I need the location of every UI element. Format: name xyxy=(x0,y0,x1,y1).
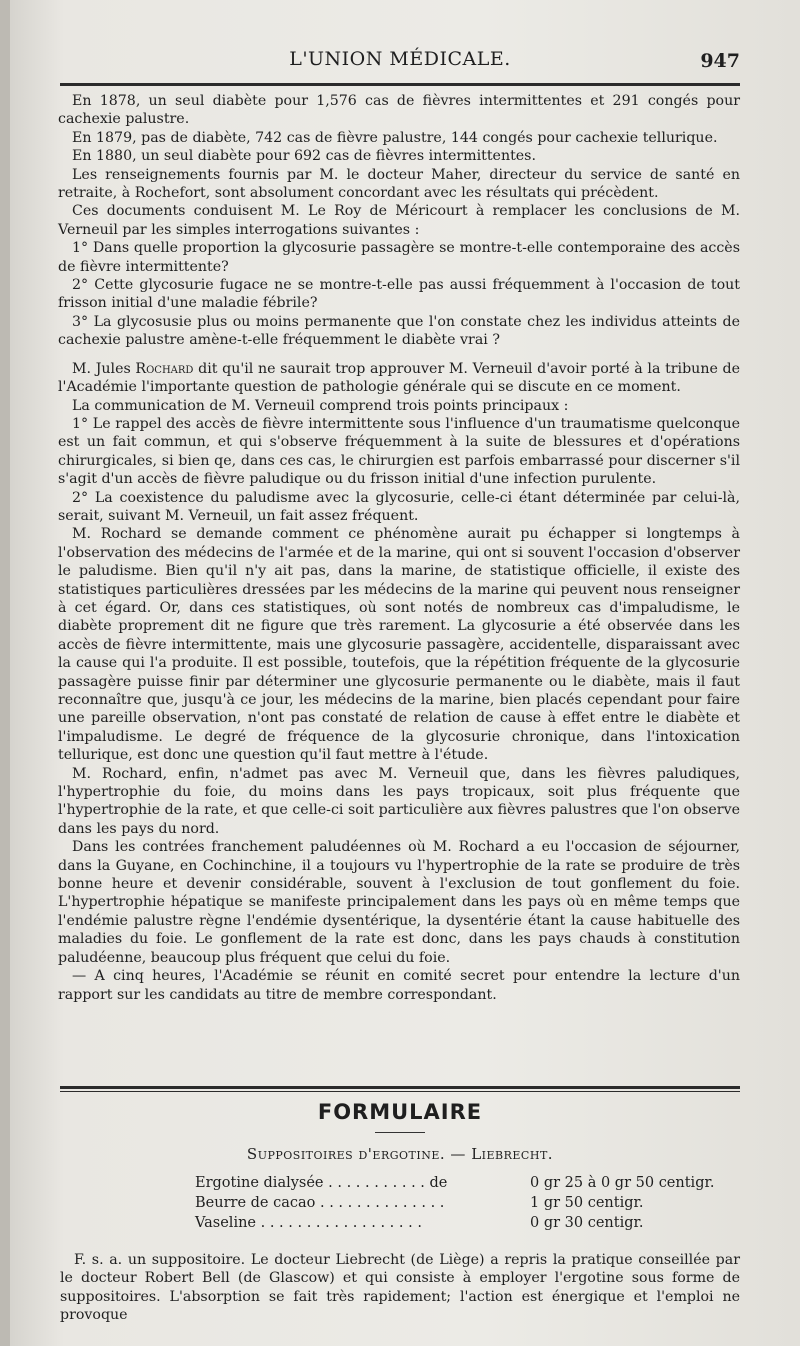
ingredient-quantity: 0 gr 25 à 0 gr 50 centigr. xyxy=(530,1175,715,1191)
text-run: M. Jules xyxy=(72,360,136,377)
paragraph: F. s. a. un suppositoire. Le docteur Liebrecht (de Liège) a repris la pratique conseillée par le docteur Robert Bell (de Glascow) et qui consiste à employer l'ergotine sous forme de suppositoires. L'absorption se fait très rapidement; l'action est énergique et l'emploi ne provoque xyxy=(60,1252,740,1324)
ingredient-quantity: 0 gr 30 centigr. xyxy=(530,1215,644,1231)
recipe-text xyxy=(60,1251,740,1325)
ingredient-quantity: 1 gr 50 centigr. xyxy=(530,1195,644,1211)
ingredient-name: Ergotine dialysée . . . . . . . . . . . de xyxy=(195,1175,448,1191)
ingredient-list xyxy=(195,1173,740,1233)
paragraph: En 1880, un seul diabète pour 692 cas de fièvres intermittentes. xyxy=(72,148,536,165)
running-title: L'UNION MÉDICALE. xyxy=(289,48,511,70)
section-double-rule-top xyxy=(60,1086,740,1089)
ingredient-name: Vaseline . . . . . . . . . . . . . . . . . . xyxy=(195,1215,422,1231)
header-rule xyxy=(60,83,740,86)
formulaire-section xyxy=(60,1100,740,1325)
paragraph: M. Rochard, enfin, n'admet pas avec M. Verneuil que, dans les fièvres paludiques, l'hypertrophie du foie, du moins dans les pays tropicaux, soit plus fréquente que l'hypertrophie de la rate, et que celle-ci soit particulière aux fièvres palustres que l'on observe dans les pays du nord. xyxy=(58,765,740,837)
page-binding-edge xyxy=(0,0,10,1346)
recipe-subtitle xyxy=(60,1145,740,1163)
paragraph: En 1878, un seul diabète pour 1,576 cas de fièvres intermittentes et 291 congés pour cachexie palustre. xyxy=(58,93,740,128)
paragraph: — A cinq heures, l'Académie se réunit en comité secret pour entendre la lecture d'un rapport sur les candidats au titre de membre correspondant. xyxy=(58,968,740,1003)
section-double-rule-bottom xyxy=(60,1091,740,1092)
paragraph: La communication de M. Verneuil comprend trois points principaux : xyxy=(72,397,569,414)
paragraph: 3° La glycosusie plus ou moins permanente que l'on constate chez les individus atteints de cachexie palustre amène-t-elle fréquemment le diabète vrai ? xyxy=(58,313,740,349)
paragraph: M. Rochard se demande comment ce phénomène aurait pu échapper si longtemps à l'observation des médecins de l'armée et de la marine, qui ont si souvent l'occasion d'observer le paludisme. Bien qu'il n'y ait pas, dans la marine, de statistique officielle, il existe des statistiques particulières dressées par les médecins de la marine qui peuvent nous renseigner à cet égard. Or, dans ces statistiques, où sont notés de nombreux cas d'impaludisme, le diabète proprement dit ne figure que très rarement. La glycosurie a été observée dans les accès de fièvre intermittente, mais une glycosurie passagère, accidentelle, disparaissant avec la cause qui l'a produite. Il est possible, toutefois, que la répétition fréquente de la glycosurie passagère puisse finir par déterminer une glycosurie permanente ou le diabète, mais il faut reconnaître que, jusqu'à ce jour, les médecins de la marine, bien placés cependant pour faire une pareille observation, n'ont pas constaté de relation de cause à effet entre le diabète et l'impaludisme. Le degré de fréquence de la glycosurie chronique, dans l'intoxication tellurique, est donc une question qu'il faut mettre à l'étude. xyxy=(58,526,740,764)
rochard-paragraph xyxy=(58,360,740,397)
article-body xyxy=(58,92,740,1004)
recipe-name: Suppositoires d'ergotine. xyxy=(246,1145,446,1163)
paragraph: Dans les contrées franchement paludéennes où M. Rochard a eu l'occasion de séjourner, dans la Guyane, en Cochinchine, il a toujours vu l'hypertrophie de la rate se produire de très bonne heure et devenir considérable, souvent à l'exclusion de tout gonflement du foie. L'hypertrophie hépatique se manifeste principalement dans les pays où en même temps que l'endémie palustre règne l'endémie dysentérique, la dysentérie étant la cause habituelle des maladies du foie. Le gonflement de la rate est donc, dans les pays chauds à constitution paludéenne, beaucoup plus fréquent que celui du foie. xyxy=(58,839,740,966)
page-number: 947 xyxy=(700,50,740,72)
paragraph: En 1879, pas de diabète, 742 cas de fièvre palustre, 144 congés pour cachexie tellurique. xyxy=(72,129,718,146)
subtitle-dash: — xyxy=(445,1145,472,1163)
paragraph: Ces documents conduisent M. Le Roy de Méricourt à remplacer les conclusions de M. Verneuil par les simples interrogations suivantes : xyxy=(58,203,740,238)
paragraph: 1° Le rappel des accès de fièvre intermittente sous l'influence d'un traumatisme quelconque est un fait commun, et qui s'observe fréquemment à la suite de blessures et d'opérations chirurgicales, si bien qe, dans ces cas, le chirurgien est parfois embarrassé pour discerner s'il s'agit d'un accès de fièvre paludique ou du frisson initial d'une infection purulente. xyxy=(58,415,740,488)
paragraph: Les renseignements fournis par M. le docteur Maher, directeur du service de santé en retraite, à Rochefort, sont absolument concordant avec les résultats qui précèdent. xyxy=(58,166,740,202)
paragraph: 1° Dans quelle proportion la glycosurie passagère se montre-t-elle contemporaine des accès de fièvre intermittente? xyxy=(58,240,740,275)
text-run: dit qu'il ne saurait trop approuver M. Verneuil d'avoir porté à la tribune de l'Académie l'importante question de pathologie générale qui se discute en ce moment. xyxy=(58,360,740,396)
paragraph: 2° Cette glycosurie fugace ne se montre-t-elle pas aussi fréquemment à l'occasion de tout frisson initial d'une maladie fébrile? xyxy=(58,277,740,312)
ingredient-row xyxy=(195,1213,740,1233)
title-rule xyxy=(375,1132,425,1133)
paragraph: 2° La coexistence du paludisme avec la glycosurie, celle-ci étant déterminée par celui-là, serait, suivant M. Verneuil, un fait assez fréquent. xyxy=(58,489,740,524)
page-header xyxy=(60,48,740,78)
section-title: FORMULAIRE xyxy=(317,1100,483,1124)
speaker-name: Rochard xyxy=(135,360,194,377)
recipe-author: Liebrecht. xyxy=(471,1145,554,1163)
ingredient-name: Beurre de cacao . . . . . . . . . . . . . . xyxy=(195,1195,445,1211)
ingredient-row xyxy=(195,1173,740,1193)
ingredient-row xyxy=(195,1193,740,1213)
